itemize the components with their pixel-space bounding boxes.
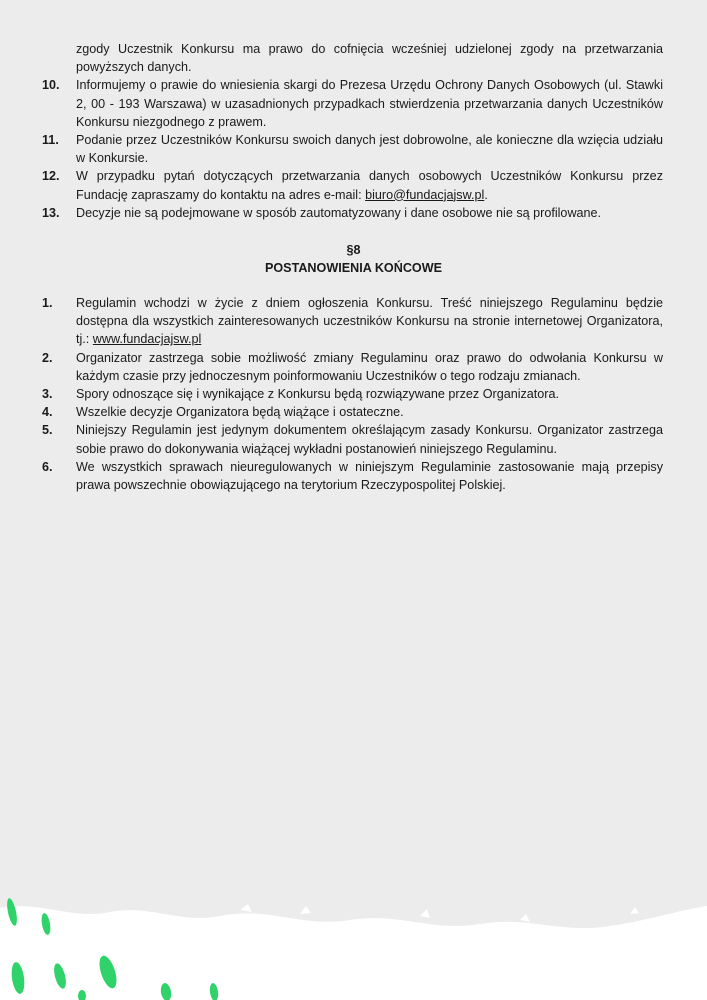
list-item xyxy=(42,385,663,403)
item-text: Spory odnoszące się i wynikające z Konkursu będą rozwiązywane przez Organizatora. xyxy=(76,387,560,402)
list-item xyxy=(42,76,663,131)
item-number: 1. xyxy=(42,296,53,311)
item-number: 4. xyxy=(42,405,53,420)
item-text: Wszelkie decyzje Organizatora będą wiążące i ostateczne. xyxy=(76,405,404,420)
website-link[interactable]: www.fundacjajsw.pl xyxy=(92,332,202,347)
list-item xyxy=(42,349,663,385)
item-number: 5. xyxy=(42,423,53,438)
item-text: Regulamin wchodzi w życie z dniem ogłoszenia Konkursu. Treść niniejszego Regulaminu będzie dostępna dla wszystkich zainteresowanych uczestników Konkursu na stronie internetowej Organizatora, tj.: xyxy=(76,296,663,347)
list-item xyxy=(42,167,663,203)
list-item xyxy=(42,294,663,349)
item-text: Decyzje nie są podejmowane w sposób zautomatyzowany i dane osobowe nie są profilowane. xyxy=(76,205,602,220)
list-item xyxy=(42,204,663,222)
item-text: Informujemy o prawie do wniesienia skargi do Prezesa Urzędu Ochrony Danych Osobowych (ul. Stawki 2, 00 - 193 Warszawa) w uzasadnionych przypadkach stwierdzenia przetwarzania danych Uczestników Konkursu niezgodnego z prawem. xyxy=(76,78,663,129)
paragraph-continuation: zgody Uczestnik Konkursu ma prawo do cofnięcia wcześniej udzielonej zgody na przetwarzania powyższych danych. xyxy=(76,42,663,75)
item-text: Niniejszy Regulamin jest jedynym dokumentem określającym zasady Konkursu. Organizator zastrzega sobie prawo do dokonywania wiążącej wykładni postanowień niniejszego Regulaminu. xyxy=(76,423,663,456)
item-text-end: . xyxy=(484,187,488,202)
item-number: 10. xyxy=(42,78,60,93)
list-item xyxy=(42,403,663,421)
item-text: Organizator zastrzega sobie możliwość zmiany Regulaminu oraz prawo do odwołania Konkursu w każdym czasie przy jednoczesnym poinformowaniu Uczestników o tego rodzaju zmianach. xyxy=(76,350,663,383)
document-content xyxy=(0,40,707,494)
email-link[interactable]: biuro@fundacjajsw.pl xyxy=(365,187,485,202)
item-text: Podanie przez Uczestników Konkursu swoich danych jest dobrowolne, ale konieczne dla wzięcia udziału w Konkursie. xyxy=(76,133,663,166)
item-number: 6. xyxy=(42,459,53,474)
list-item xyxy=(42,458,663,494)
list-item xyxy=(42,131,663,167)
item-text: We wszystkich sprawach nieuregulowanych w niniejszym Regulaminie zastosowanie mają przepisy prawa powszechnie obowiązującego na terytorium Rzeczypospolitej Polskiej. xyxy=(76,459,663,493)
section-symbol: §8 xyxy=(346,243,361,258)
item-number: 13. xyxy=(42,205,60,220)
item-text: W przypadku pytań dotyczących przetwarzania danych osobowych Uczestników Konkursu przez Fundację zapraszamy do kontaktu na adres e-mail: xyxy=(76,169,663,202)
item-number: 11. xyxy=(42,133,59,148)
section-title: POSTANOWIENIA KOŃCOWE xyxy=(264,261,442,276)
footer-decoration xyxy=(0,880,707,1000)
item-number: 3. xyxy=(42,387,53,402)
list-item xyxy=(42,421,663,457)
item-number: 2. xyxy=(42,350,53,365)
item-number: 12. xyxy=(42,169,60,184)
white-brush-wave xyxy=(0,906,707,1000)
